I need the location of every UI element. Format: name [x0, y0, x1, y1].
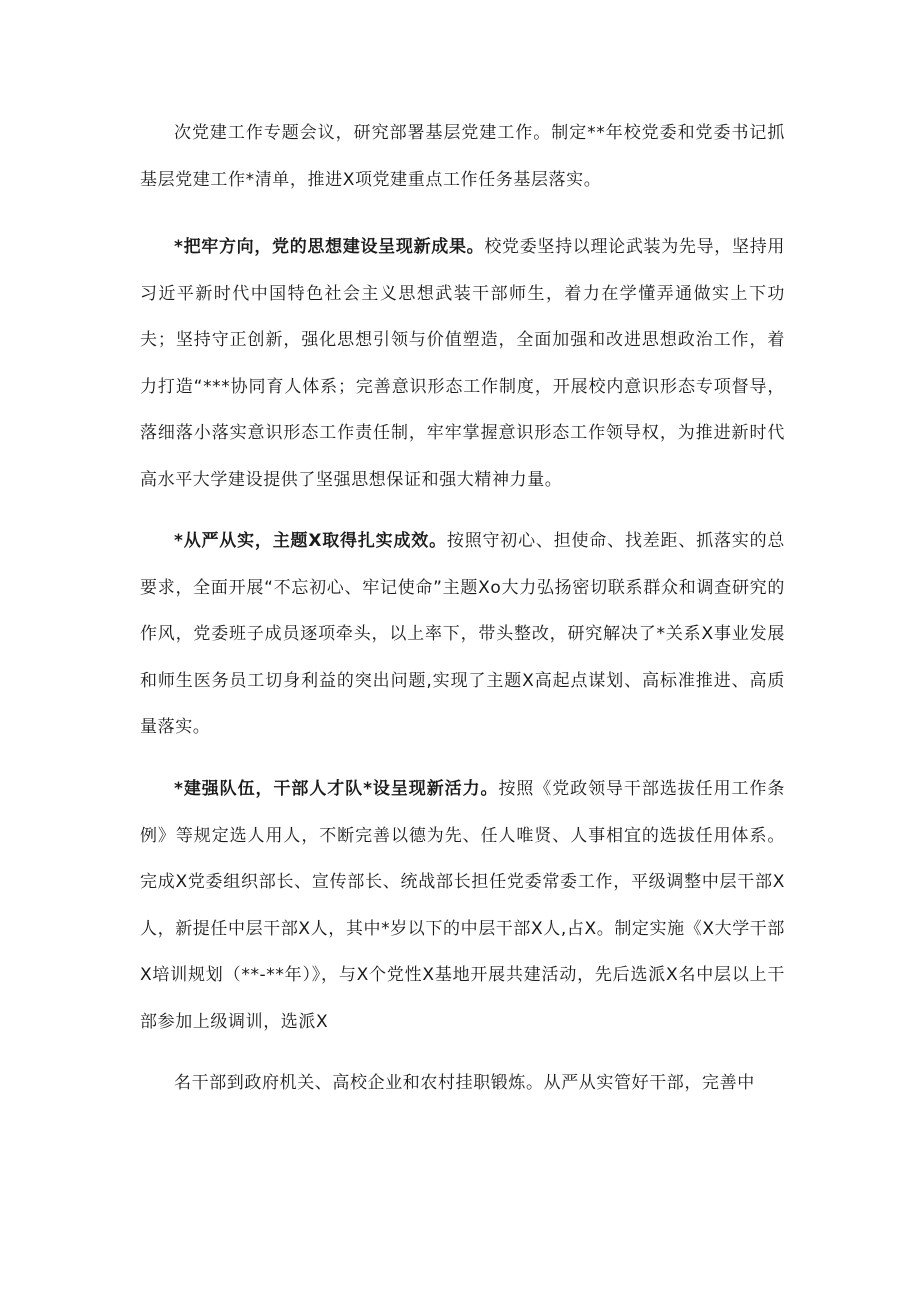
paragraph-2 — [140, 224, 785, 503]
paragraph-3 — [140, 518, 785, 751]
paragraph-2-lead: *把牢方向，党的思想建设呈现新成果。 — [174, 237, 485, 257]
paragraph-5 — [140, 1060, 785, 1107]
paragraph-3-text: 按照守初心、担使命、找差距、抓落实的总要求，全面开展“不忘初心、牢记使命”主题Xo大力弘扬密切联系群众和调查研究的作风，党委班子成员逐项牵头，以上率下，带头整改，研究解决了*关系X事业发展和师生医务员工切身利益的突出问题,实现了主题X高起点谋划、高标准推进、高质量落实。 — [140, 531, 785, 737]
paragraph-1 — [140, 110, 785, 203]
paragraph-5-text: 名干部到政府机关、高校企业和农村挂职锻炼。从严从实管好干部，完善中 — [174, 1073, 755, 1093]
paragraph-4-lead: *建强队伍，干部人才队*设呈现新活力。 — [174, 779, 499, 799]
paragraph-4 — [140, 766, 785, 1045]
paragraph-2-text: 校党委坚持以理论武装为先导，坚持用习近平新时代中国特色社会主义思想武装干部师生，着力在学懂弄通做实上下功夫；坚持守正创新，强化思想引领与价值塑造，全面加强和改进思想政治工作，着力打造“***协同育人体系；完善意识形态工作制度，开展校内意识形态专项督导，落细落小落实意识形态工作责任制，牢牢掌握意识形态工作领导权，为推进新时代高水平大学建设提供了坚强思想保证和强大精神力量。 — [140, 237, 785, 490]
paragraph-3-lead: *从严从实，主题X取得扎实成效。 — [174, 531, 447, 551]
paragraph-1-text: 次党建工作专题会议，研究部署基层党建工作。制定**年校党委和党委书记抓基层党建工作*清单，推进X项党建重点工作任务基层落实。 — [140, 123, 785, 190]
paragraph-4-text: 按照《党政领导干部选拔任用工作条例》等规定选人用人，不断完善以德为先、任人唯贤、人事相宜的选拔任用体系。完成X党委组织部长、宣传部长、统战部长担任党委常委工作，平级调整中层干部X人，新提任中层干部X人，其中*岁以下的中层干部X人,占X。制定实施《X大学干部X培训规划（**-**年）》，与X个党性X基地开展共建活动，先后选派X名中层以上干部参加上级调训，选派X — [140, 779, 785, 1032]
